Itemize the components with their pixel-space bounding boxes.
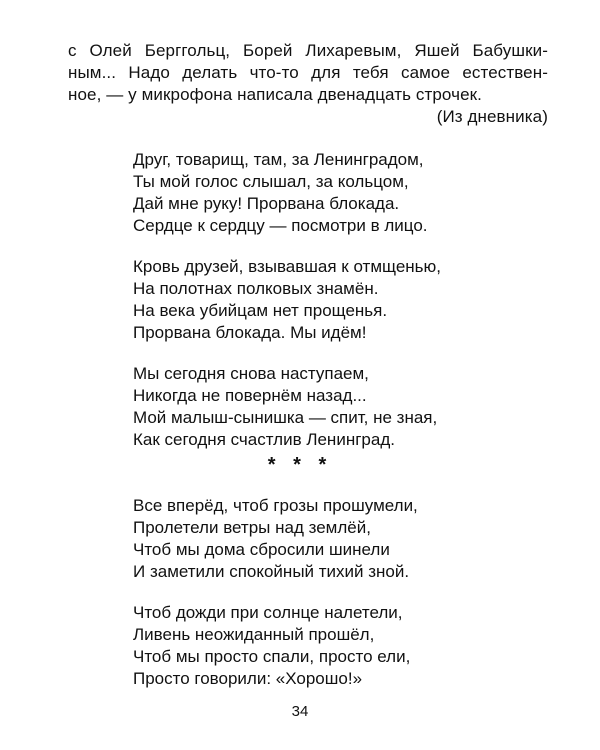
poem-second [133, 495, 418, 690]
verse-line: Пролетели ветры над землёй, [133, 518, 371, 537]
intro-source: (Из дневника) [436, 107, 548, 126]
intro-paragraph [68, 40, 548, 128]
intro-line: ное, — у микрофона написала двенадцать строчек. [68, 85, 482, 104]
verse-line: И заметили спокойный тихий зной. [133, 562, 410, 581]
verse-line: Сердце к сердцу — посмотри в лицо. [133, 216, 428, 235]
verse-line: Ливень неожиданный прошёл, [133, 625, 375, 644]
poem-first [133, 149, 441, 451]
verse-line: Ты мой голос слышал, за кольцом, [133, 172, 409, 191]
verse-line: Дай мне руку! Прорвана блокада. [133, 194, 400, 213]
verse-line: Как сегодня счастлив Ленинград. [133, 430, 395, 449]
stanza [133, 602, 418, 690]
verse-line: Мы сегодня снова наступаем, [133, 364, 369, 383]
verse-line: Мой малыш-сынишка — спит, не зная, [133, 408, 438, 427]
verse-line: На века убийцам нет прощенья. [133, 301, 388, 320]
page-number: 34 [291, 703, 309, 720]
intro-line: ным... Надо делать что-то для тебя самое естествен- [68, 63, 548, 82]
verse-line: Прорвана блокада. Мы идём! [133, 323, 367, 342]
section-separator: * * * [267, 454, 333, 476]
verse-line: Кровь друзей, взывавшая к отмщенью, [133, 257, 441, 276]
stanza [133, 256, 441, 344]
verse-line: Чтоб дожди при солнце налетели, [133, 603, 403, 622]
verse-line: Друг, товарищ, там, за Ленинградом, [133, 150, 424, 169]
verse-line: Чтоб мы просто спали, просто ели, [133, 647, 411, 666]
verse-line: Все вперёд, чтоб грозы прошумели, [133, 496, 418, 515]
stanza [133, 495, 418, 583]
verse-line: На полотнах полковых знамён. [133, 279, 379, 298]
intro-line: с Олей Берггольц, Борей Лихаревым, Яшей Бабушки- [68, 41, 548, 60]
stanza [133, 363, 441, 451]
verse-line: Просто говорили: «Хорошо!» [133, 669, 363, 688]
verse-line: Чтоб мы дома сбросили шинели [133, 540, 390, 559]
verse-line: Никогда не повернём назад... [133, 386, 367, 405]
stanza [133, 149, 441, 237]
